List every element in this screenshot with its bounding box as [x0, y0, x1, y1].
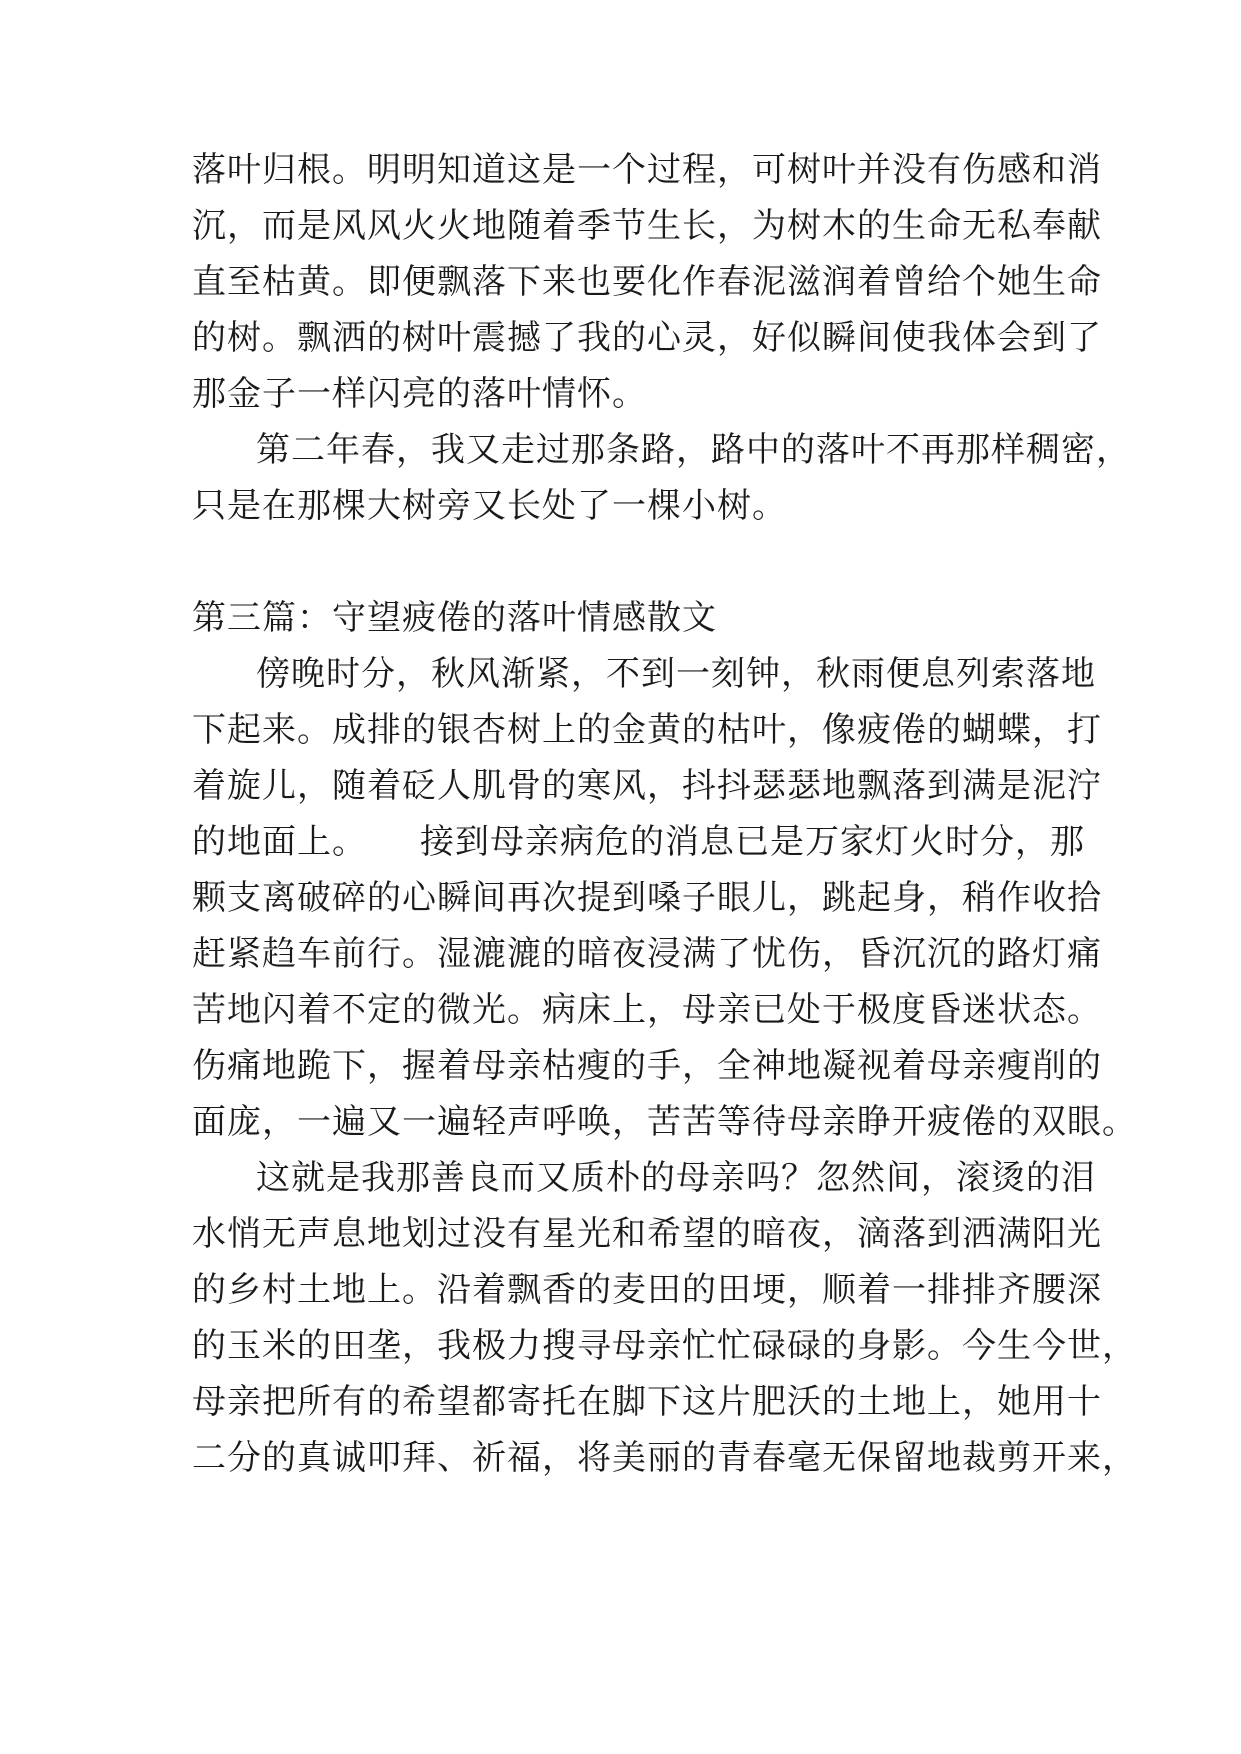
text-line: 只是在那棵大树旁又长处了一棵小树。 — [192, 486, 787, 526]
text-line: 第二年春，我又走过那条路，路中的落叶不再那样稠密， — [256, 430, 1131, 470]
text-line: 那金子一样闪亮的落叶情怀。 — [192, 374, 647, 414]
text-line: 沉，而是风风火火地随着季节生长，为树木的生命无私奉献 — [192, 206, 1102, 246]
text-line: 落叶归根。明明知道这是一个过程，可树叶并没有伤感和消 — [192, 150, 1102, 190]
text-line: 赶紧趋车前行。湿漉漉的暗夜浸满了忧伤，昏沉沉的路灯痛 — [192, 934, 1102, 974]
text-line: 母亲把所有的希望都寄托在脚下这片肥沃的土地上，她用十 — [192, 1382, 1102, 1422]
text-line: 苦地闪着不定的微光。病床上，母亲已处于极度昏迷状态。 — [192, 990, 1102, 1030]
text-line: 的地面上。 接到母亲病危的消息已是万家灯火时分，那 — [192, 822, 1085, 862]
text-line: 的乡村土地上。沿着飘香的麦田的田埂，顺着一排排齐腰深 — [192, 1270, 1102, 1310]
text-line: 颗支离破碎的心瞬间再次提到嗓子眼儿，跳起身，稍作收拾 — [192, 878, 1102, 918]
text-line: 着旋儿，随着砭人肌骨的寒风，抖抖瑟瑟地飘落到满是泥泞 — [192, 766, 1102, 806]
text-line: 水悄无声息地划过没有星光和希望的暗夜，滴落到洒满阳光 — [192, 1214, 1102, 1254]
text-line: 直至枯黄。即便飘落下来也要化作春泥滋润着曾给个她生命 — [192, 262, 1102, 302]
text-line: 的玉米的田垄，我极力搜寻母亲忙忙碌碌的身影。今生今世， — [192, 1326, 1137, 1366]
text-line: 这就是我那善良而又质朴的母亲吗？忽然间，滚烫的泪 — [256, 1158, 1096, 1198]
text-line: 的树。飘洒的树叶震撼了我的心灵，好似瞬间使我体会到了 — [192, 318, 1102, 358]
text-line: 伤痛地跪下，握着母亲枯瘦的手，全神地凝视着母亲瘦削的 — [192, 1046, 1102, 1086]
text-line: 傍晚时分，秋风渐紧，不到一刻钟，秋雨便息列索落地 — [256, 654, 1096, 694]
text-line: 面庞，一遍又一遍轻声呼唤，苦苦等待母亲睁开疲倦的双眼。 — [192, 1102, 1137, 1142]
text-line: 下起来。成排的银杏树上的金黄的枯叶，像疲倦的蝴蝶，打 — [192, 710, 1102, 750]
text-line: 二分的真诚叩拜、祈福，将美丽的青春毫无保留地裁剪开来， — [192, 1438, 1137, 1478]
section-heading: 第三篇：守望疲倦的落叶情感散文 — [192, 598, 717, 638]
